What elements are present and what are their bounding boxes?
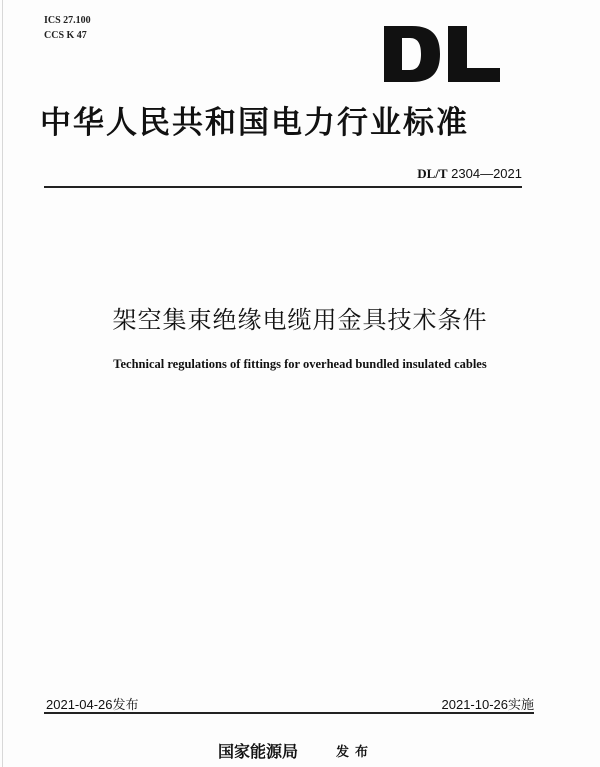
footer-divider xyxy=(44,712,534,714)
classification-codes xyxy=(44,13,91,43)
publish-label: 发布 xyxy=(336,745,375,760)
standard-prefix: DL/T xyxy=(417,166,448,181)
implementation-date: 2021-10-26实施 xyxy=(441,697,534,712)
dl-logo xyxy=(382,24,502,84)
document-title-english: Technical regulations of fittings for overhead bundled insulated cables xyxy=(113,357,487,371)
industry-standard-title: 中华人民共和国电力行业标准 xyxy=(40,105,469,141)
publisher-name: 国家能源局 xyxy=(218,742,299,761)
header-divider xyxy=(44,186,522,188)
standard-code: 2304—2021 xyxy=(451,166,522,181)
issue-date: 2021-04-26发布 xyxy=(46,697,139,712)
standard-number xyxy=(417,166,522,182)
page-edge-shadow xyxy=(2,0,3,767)
ccs-code: CCS K 47 xyxy=(44,30,87,41)
document-title-chinese: 架空集束绝缘电缆用金具技术条件 xyxy=(112,306,488,334)
ics-code: ICS 27.100 xyxy=(44,15,91,26)
